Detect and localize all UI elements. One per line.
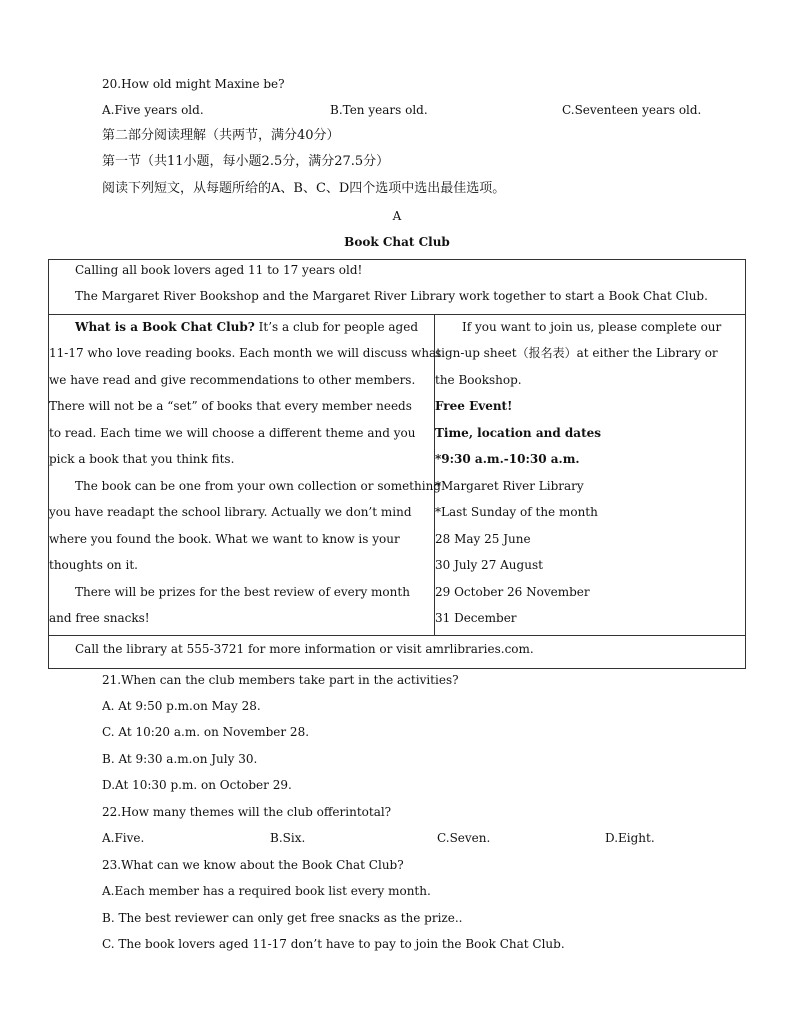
right-dates-2: 30 July 27 August [435, 558, 543, 572]
left-question-bold: What is a Book Chat Club? [75, 320, 255, 334]
left-line-2: 11-17 who love reading books. Each month we will discuss what [49, 346, 442, 360]
right-time-heading: Time, location and dates [435, 426, 601, 440]
right-location: *Margaret River Library [435, 479, 584, 493]
q22-option-a: A.Five. [102, 831, 145, 845]
q20-option-b: B.Ten years old. [330, 103, 428, 117]
q23-option-b: B. The best reviewer can only get free snacks as the prize.. [102, 911, 463, 925]
right-free-event: Free Event! [435, 399, 513, 413]
q22-stem: 22.How many themes will the club offerintotal? [102, 805, 392, 819]
passage-letter: A [392, 209, 402, 223]
section1-heading: 第一节（共11小题，每小题2.5分，满分27.5分） [102, 154, 390, 169]
instruction: 阅读下列短文，从每题所给的A、B、C、D四个选项中选出最佳选项。 [102, 181, 506, 196]
left-line-5: to read. Each time we will choose a different theme and you [49, 426, 416, 440]
right-line-2: sign-up sheet（报名表）at either the Library or [435, 346, 718, 360]
q23-option-a: A.Each member has a required book list every month. [102, 884, 431, 898]
left-line-1 [75, 321, 418, 333]
left-line-12: and free snacks! [49, 611, 150, 625]
q21-option-d: D.At 10:30 p.m. on October 29. [102, 778, 292, 792]
left-line-11: There will be prizes for the best review of every month [75, 585, 410, 599]
right-schedule: *Last Sunday of the month [435, 505, 598, 519]
right-dates-1: 28 May 25 June [435, 532, 531, 546]
q22-option-d: D.Eight. [605, 831, 655, 845]
q21-stem: 21.When can the club members take part in the activities? [102, 673, 459, 687]
q20-stem: 20.How old might Maxine be? [102, 77, 285, 91]
q23-option-c: C. The book lovers aged 11-17 don’t have to pay to join the Book Chat Club. [102, 937, 565, 951]
q20-option-a: A.Five years old. [102, 103, 204, 117]
q22-option-c: C.Seven. [437, 831, 491, 845]
right-time-value: *9:30 a.m.-10:30 a.m. [435, 452, 580, 466]
left-line-3: we have read and give recommendations to other members. [49, 373, 416, 387]
left-line-1-rest: It’s a club for people aged [254, 320, 419, 334]
intro-line-2: The Margaret River Bookshop and the Margaret River Library work together to start a Book Chat Club. [75, 289, 708, 303]
left-line-9: where you found the book. What we want to know is your [49, 532, 400, 546]
book-chat-club-table [48, 259, 746, 669]
intro-line-1: Calling all book lovers aged 11 to 17 years old! [75, 263, 363, 277]
right-line-1: If you want to join us, please complete our [462, 320, 722, 334]
q20-option-c: C.Seventeen years old. [562, 103, 702, 117]
left-line-4: There will not be a “set” of books that every member needs [49, 399, 412, 413]
left-line-7: The book can be one from your own collection or something [75, 479, 441, 493]
divider-bottom [49, 635, 745, 636]
right-line-3: the Bookshop. [435, 373, 522, 387]
left-line-10: thoughts on it. [49, 558, 138, 572]
q21-option-c: C. At 10:20 a.m. on November 28. [102, 725, 310, 739]
left-line-8: you have readapt the school library. Actually we don’t mind [49, 505, 412, 519]
q21-option-a: A. At 9:50 p.m.on May 28. [102, 699, 261, 713]
left-line-6: pick a book that you think fits. [49, 452, 235, 466]
divider-top [49, 314, 745, 315]
q23-stem: 23.What can we know about the Book Chat Club? [102, 858, 404, 872]
right-dates-4: 31 December [435, 611, 517, 625]
part2-heading: 第二部分阅读理解（共两节，满分40分） [102, 128, 340, 143]
q21-option-b: B. At 9:30 a.m.on July 30. [102, 752, 258, 766]
passage-title: Book Chat Club [344, 235, 450, 249]
q22-option-b: B.Six. [270, 831, 306, 845]
right-dates-3: 29 October 26 November [435, 585, 590, 599]
table-footer: Call the library at 555-3721 for more information or visit amrlibraries.com. [75, 642, 534, 656]
